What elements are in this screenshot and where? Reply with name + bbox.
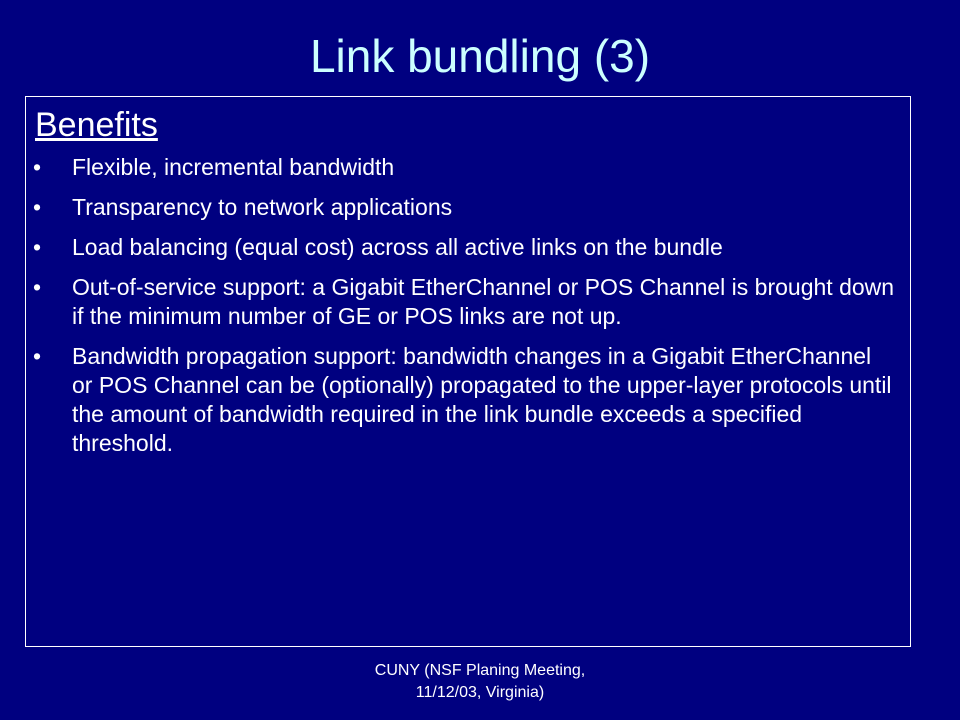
footer-line-2: 11/12/03, Virginia) (415, 684, 545, 701)
bullet-item (26, 233, 896, 262)
bullet-text: Bandwidth propagation support: bandwidth changes in a Gigabit EtherChannel or POS Channel can be (optionally) propagated to the upper-layer protocols until the amount of bandwidth required in the link bundle exceeds a specified threshold. (72, 343, 892, 456)
bullet-item (26, 273, 896, 331)
bullet-text: Flexible, incremental bandwidth (72, 154, 395, 180)
bullet-item (26, 153, 896, 182)
bullet-dot-icon: • (33, 343, 42, 369)
bullet-dot-icon: • (33, 234, 42, 260)
bullet-dot-icon: • (33, 194, 42, 220)
bullet-item (26, 342, 896, 458)
content-box (25, 96, 911, 647)
footer-line-1: CUNY (NSF Planing Meeting, (374, 662, 586, 679)
bullet-text: Out-of-service support: a Gigabit EtherChannel or POS Channel is brought down if the minimum number of GE or POS links are not up. (72, 274, 895, 329)
bullet-item (26, 193, 896, 222)
bullet-dot-icon: • (33, 274, 42, 300)
section-heading: Benefits (35, 106, 158, 144)
bullet-dot-icon: • (33, 154, 42, 180)
bullet-list (26, 153, 896, 469)
slide-title: Link bundling (3) (309, 30, 651, 82)
slide-footer (330, 660, 630, 704)
bullet-text: Load balancing (equal cost) across all active links on the bundle (72, 234, 723, 260)
bullet-text: Transparency to network applications (72, 194, 453, 220)
